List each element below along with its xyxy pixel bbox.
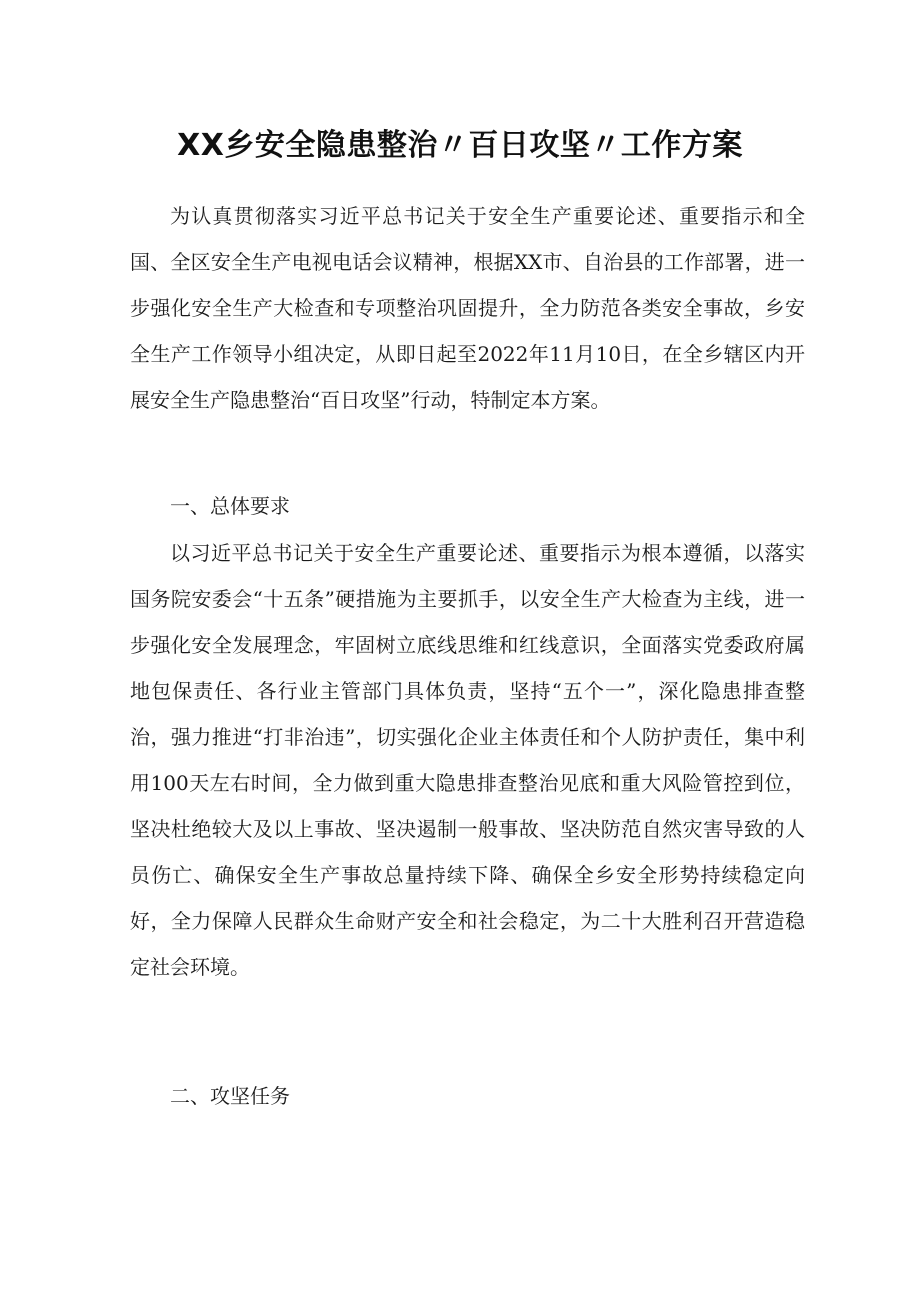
document-title: XX乡安全隐患整治〃百日攻坚〃工作方案: [177, 128, 743, 163]
intro-paragraph: 为认真贯彻落实习近平总书记关于安全生产重要论述、重要指示和全国、全区安全生产电视电话会议精神，根据XX市、自治县的工作部署，进一步强化安全生产大检查和专项整治巩固提升，全力防范各类安全事故，乡安全生产工作领导小组决定，从即日起至2022年11月10日，在全乡辖区内开展安全生产隐患整治“百日攻坚”行动，特制定本方案。: [130, 204, 805, 412]
overall-requirements-paragraph: 以习近平总书记关于安全生产重要论述、重要指示为根本遵循，以落实国务院安委会“十五条”硬措施为主要抓手，以安全生产大检查为主线，进一步强化安全发展理念，牢固树立底线思维和红线意识，全面落实党委政府属地包保责任、各行业主管部门具体负责，坚持“五个一”，深化隐患排查整治，强力推进“打非治违”，切实强化企业主体责任和个人防护责任，集中利用100天左右时间，全力做到重大隐患排查整治见底和重大风险管控到位，坚决杜绝较大及以上事故、坚决遏制一般事故、坚决防范自然灾害导致的人员伤亡、确保安全生产事故总量持续下降、确保全乡安全形势持续稳定向好，全力保障人民群众生命财产安全和社会稳定，为二十大胜利召开营造稳定社会环境。: [130, 541, 805, 979]
section-heading-tasks: 二、攻坚任务: [170, 1084, 290, 1108]
section-heading-overall-requirements: 一、总体要求: [170, 494, 290, 518]
